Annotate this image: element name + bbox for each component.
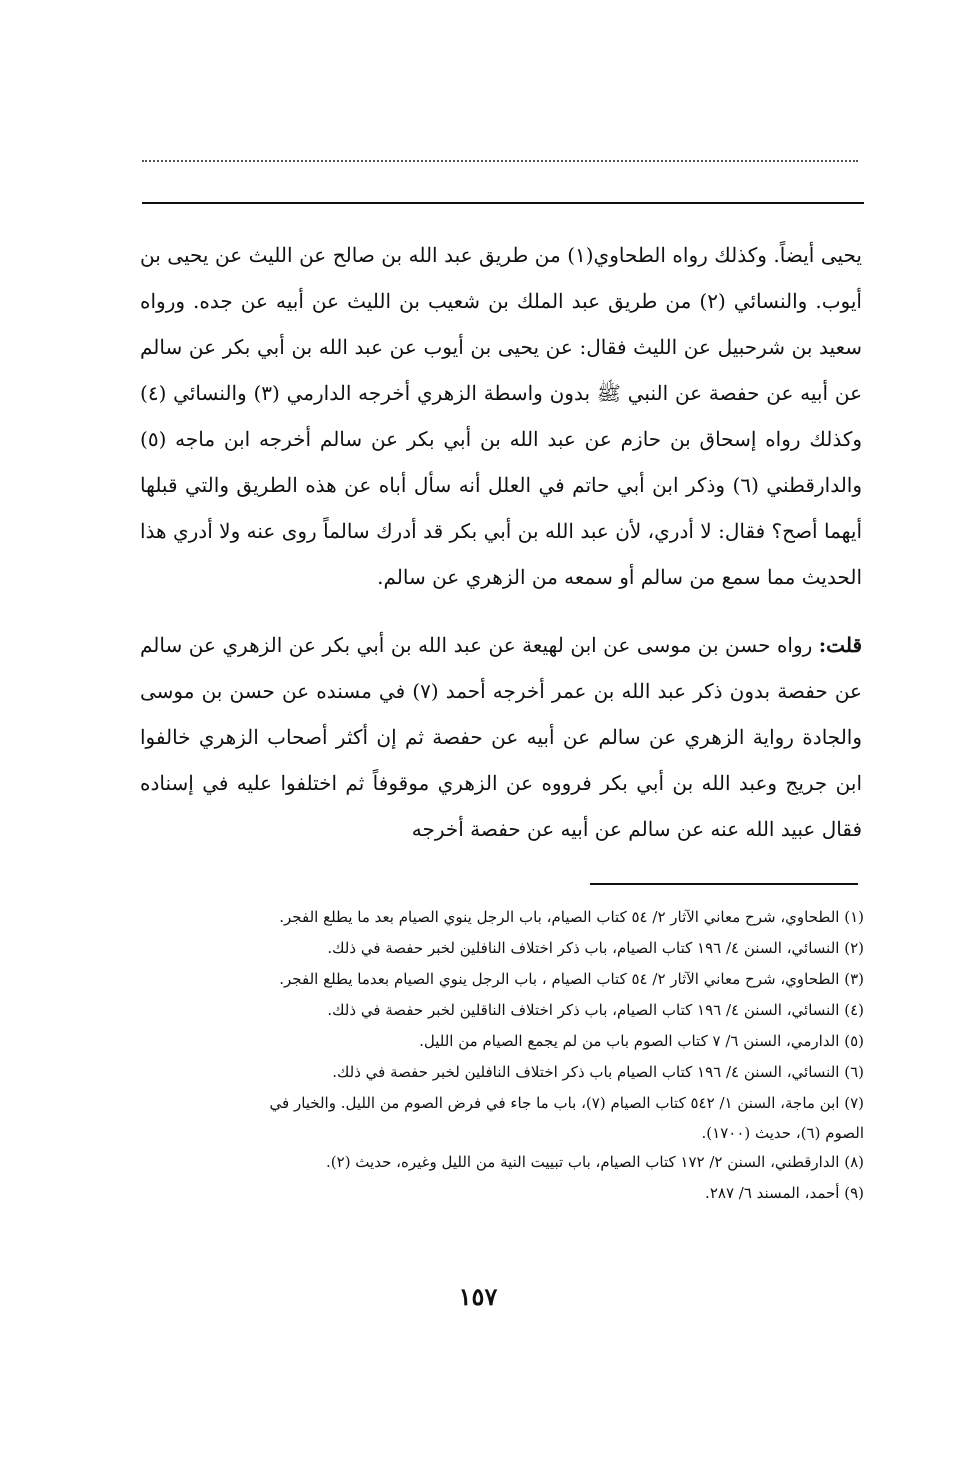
footnote-9: (٩) أحمد، المسند ٦/ ٢٨٧.	[705, 1184, 864, 1202]
header-solid-rule	[142, 202, 864, 204]
footnote-5: (٥) الدارمي، السنن ٦/ ٧ كتاب الصوم باب من لم يجمع الصيام من الليل.	[419, 1032, 864, 1050]
footnote-1: (١) الطحاوي، شرح معاني الآثار ٢/ ٥٤ كتاب الصيام، باب الرجل ينوي الصيام بعد ما يطلع الفجر.	[279, 908, 864, 926]
footnote-7: (٧) ابن ماجة، السنن ١/ ٥٤٢ كتاب الصيام (٧)، باب ما جاء في فرض الصوم من الليل. والخيار في	[269, 1094, 864, 1112]
paragraph-1: يحيى أيضاً. وكذلك رواه الطحاوي(١) من طريق عبد الله بن صالح عن الليث عن يحيى بن أيوب. والنسائي (٢) من طريق عبد الملك بن شعيب بن الليث عن أبيه عن جده. ورواه سعيد بن شرحبيل عن الليث فقال: عن يحيى بن أيوب عن عبد الله بن أبي بكر عن سالم عن أبيه عن حفصة عن النبي ﷺ بدون واسطة الزهري أخرجه الدارمي (٣) والنسائي (٤) وكذلك رواه إسحاق بن حازم عن عبد الله بن أبي بكر عن سالم أخرجه ابن ماجه (٥) والدارقطني (٦) وذكر ابن أبي حاتم في العلل أنه سأل أباه عن هذه الطريق والتي قبلها أيهما أصح؟ فقال: لا أدري، لأن عبد الله بن أبي بكر قد أدرك سالماً روى عنه ولا أدري هذا الحديث مما سمع من سالم أو سمعه من الزهري عن سالم.	[140, 243, 863, 589]
footnote-4: (٤) النسائي، السنن ٤/ ١٩٦ كتاب الصيام، باب ذكر اختلاف الناقلين لخبر حفصة في ذلك.	[327, 1001, 864, 1019]
paragraph-2-lead: قلت:	[818, 633, 862, 657]
footnote-8: (٨) الدارقطني، السنن ٢/ ١٧٢ كتاب الصيام، باب تبييت النية من الليل وغيره، حديث (٢).	[326, 1153, 864, 1171]
footnote-2: (٢) النسائي، السنن ٤/ ١٩٦ كتاب الصيام، باب ذكر اختلاف النافلين لخبر حفصة في ذلك.	[327, 939, 864, 957]
footnote-6: (٦) النسائي، السنن ٤/ ١٩٦ كتاب الصيام باب ذكر اختلاف النافلين لخبر حفصة في ذلك.	[332, 1063, 864, 1081]
paragraph-2-body: رواه حسن بن موسى عن ابن لهيعة عن عبد الله بن أبي بكر عن الزهري عن سالم عن حفصة بدون ذكر عبد الله بن عمر أخرجه أحمد (٧) في مسنده عن حسن بن موسى والجادة رواية الزهري عن سالم عن أبيه عن حفصة ثم إن أكثر أصحاب الزهري خالفوا ابن جريج وعبد الله بن أبي بكر فرووه عن الزهري موقوفاً ثم اختلفوا عليه في إسناده فقال عبيد الله عنه عن سالم عن أبيه عن حفصة أخرجه	[140, 633, 863, 841]
footnote-7-continuation: الصوم (٦)، حديث (١٧٠٠).	[701, 1124, 864, 1142]
footnote-3: (٣) الطحاوي، شرح معاني الآثار ٢/ ٥٤ كتاب الصيام ، باب الرجل ينوي الصيام بعدما يطلع الفجر.	[279, 970, 864, 988]
footnote-separator	[590, 883, 858, 885]
footnotes	[140, 902, 864, 1209]
main-text	[140, 232, 862, 852]
header-dotted-rule	[142, 160, 858, 162]
paragraph-2	[140, 622, 862, 852]
page-number: ١٥٧	[458, 1282, 498, 1311]
